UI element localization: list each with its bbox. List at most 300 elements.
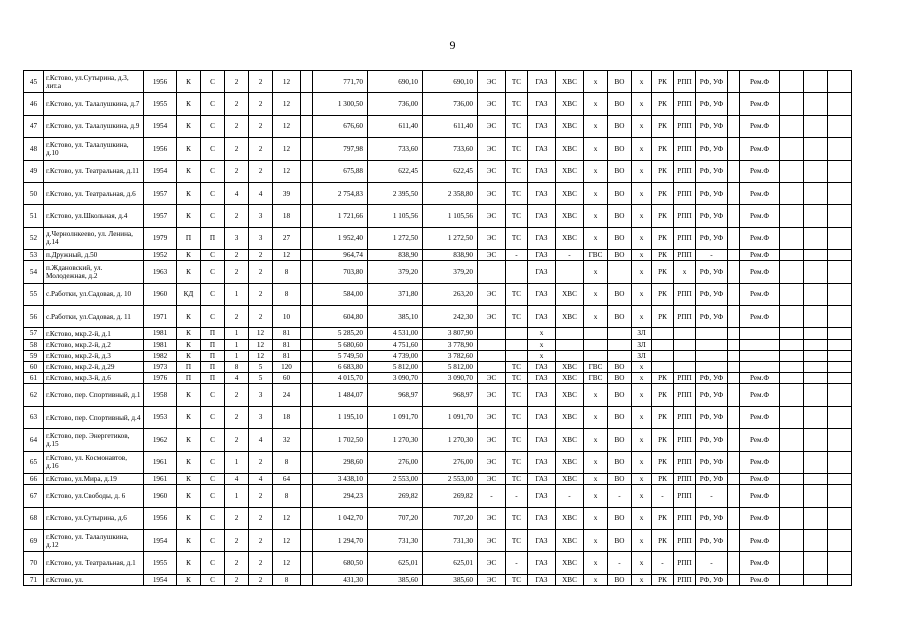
table-cell: 1 272,50 xyxy=(423,227,478,249)
table-cell xyxy=(652,350,674,361)
table-cell: К xyxy=(177,261,201,283)
table-cell xyxy=(804,328,828,339)
row-number-cell: 67 xyxy=(24,485,44,507)
table-cell xyxy=(301,552,313,574)
table-cell: 2 xyxy=(225,306,249,328)
table-cell: 1 952,40 xyxy=(313,227,368,249)
table-cell: Рем.Ф xyxy=(740,261,780,283)
table-cell xyxy=(804,205,828,227)
table-cell xyxy=(804,71,828,93)
table-cell: х xyxy=(528,328,556,339)
table-cell xyxy=(780,429,804,451)
table-cell: 1954 xyxy=(144,529,177,551)
table-row xyxy=(24,529,852,551)
table-cell xyxy=(696,350,728,361)
table-cell: РПП xyxy=(674,473,696,484)
table-cell: С xyxy=(201,182,225,204)
table-cell: РК xyxy=(652,138,674,160)
table-cell: 12 xyxy=(273,138,301,160)
table-row xyxy=(24,328,852,339)
table-cell: - xyxy=(652,485,674,507)
table-cell: К xyxy=(177,71,201,93)
row-number-cell: 62 xyxy=(24,384,44,406)
table-cell: - xyxy=(506,250,528,261)
address-cell: г.Кстово, мкр.2-й, д.29 xyxy=(44,362,144,373)
table-cell: х xyxy=(674,261,696,283)
table-cell xyxy=(301,306,313,328)
table-cell: РПП xyxy=(674,71,696,93)
table-cell xyxy=(804,339,828,350)
table-cell xyxy=(506,261,528,283)
table-cell: 2 xyxy=(249,451,273,473)
table-cell: 276,00 xyxy=(423,451,478,473)
table-cell: - xyxy=(556,250,584,261)
table-cell xyxy=(301,406,313,428)
table-cell: х xyxy=(632,182,652,204)
table-cell: 690,10 xyxy=(423,71,478,93)
table-cell: П xyxy=(201,339,225,350)
address-cell: г.Кстово, пер. Спортивный, д.4 xyxy=(44,406,144,428)
table-cell: РФ, УФ xyxy=(696,507,728,529)
table-cell: х xyxy=(584,71,608,93)
table-cell xyxy=(804,373,828,384)
table-cell xyxy=(584,328,608,339)
table-cell: ЭС xyxy=(478,160,506,182)
table-cell: К xyxy=(177,485,201,507)
table-cell: ТС xyxy=(506,362,528,373)
table-cell: 4 xyxy=(225,373,249,384)
table-cell: 2 xyxy=(249,552,273,574)
table-cell: 2 xyxy=(225,429,249,451)
table-cell: РК xyxy=(652,261,674,283)
table-cell: РК xyxy=(652,373,674,384)
table-cell: ТС xyxy=(506,373,528,384)
table-cell: РК xyxy=(652,115,674,137)
table-cell: 731,30 xyxy=(368,529,423,551)
table-cell: х xyxy=(584,182,608,204)
table-cell: ХВС xyxy=(556,227,584,249)
table-cell xyxy=(828,261,852,283)
table-cell: 733,60 xyxy=(368,138,423,160)
table-cell: С xyxy=(201,507,225,529)
table-cell xyxy=(478,261,506,283)
table-cell: х xyxy=(632,574,652,585)
table-row xyxy=(24,261,852,283)
table-cell: ХВС xyxy=(556,283,584,305)
table-cell: ВО xyxy=(608,138,632,160)
table-cell: 3 778,90 xyxy=(423,339,478,350)
table-cell: х xyxy=(632,429,652,451)
row-number-cell: 54 xyxy=(24,261,44,283)
table-cell: 680,50 xyxy=(313,552,368,574)
table-cell: РПП xyxy=(674,205,696,227)
table-cell: 3 438,10 xyxy=(313,473,368,484)
table-row xyxy=(24,350,852,361)
table-cell xyxy=(804,574,828,585)
table-cell xyxy=(828,574,852,585)
table-cell: 3 xyxy=(249,384,273,406)
table-cell: Рем.Ф xyxy=(740,406,780,428)
table-row xyxy=(24,574,852,585)
table-cell: 4 xyxy=(225,473,249,484)
table-cell: Рем.Ф xyxy=(740,507,780,529)
table-cell: ГАЗ xyxy=(528,182,556,204)
table-cell xyxy=(780,306,804,328)
table-cell: ВО xyxy=(608,574,632,585)
table-cell: 2 xyxy=(225,507,249,529)
row-number-cell: 50 xyxy=(24,182,44,204)
table-cell: 2 xyxy=(225,71,249,93)
table-cell xyxy=(608,339,632,350)
table-cell xyxy=(780,574,804,585)
table-cell: ЭС xyxy=(478,250,506,261)
table-cell: 3 xyxy=(249,227,273,249)
table-cell: х xyxy=(584,160,608,182)
table-cell: 736,00 xyxy=(423,93,478,115)
table-cell: 385,10 xyxy=(368,306,423,328)
table-cell: П xyxy=(177,373,201,384)
table-cell xyxy=(780,328,804,339)
table-cell xyxy=(506,328,528,339)
table-cell xyxy=(804,138,828,160)
table-cell: 379,20 xyxy=(368,261,423,283)
table-row xyxy=(24,339,852,350)
table-cell: Рем.Ф xyxy=(740,160,780,182)
table-cell: 1981 xyxy=(144,328,177,339)
address-cell: г.Кстово, ул. Талалушкина, д.9 xyxy=(44,115,144,137)
table-cell: 2 xyxy=(249,485,273,507)
table-cell: 838,90 xyxy=(368,250,423,261)
table-cell: ГАЗ xyxy=(528,507,556,529)
table-cell xyxy=(728,473,740,484)
table-cell: х xyxy=(584,283,608,305)
table-cell: х xyxy=(632,283,652,305)
table-cell: х xyxy=(584,429,608,451)
table-cell xyxy=(728,362,740,373)
table-cell: ТС xyxy=(506,160,528,182)
table-cell: - xyxy=(478,485,506,507)
table-cell: РФ, УФ xyxy=(696,406,728,428)
table-cell: ВО xyxy=(608,227,632,249)
table-cell: 385,60 xyxy=(368,574,423,585)
table-cell xyxy=(478,339,506,350)
table-cell: С xyxy=(201,384,225,406)
table-cell: РФ, УФ xyxy=(696,429,728,451)
table-cell: 1962 xyxy=(144,429,177,451)
table-cell: 8 xyxy=(273,485,301,507)
table-cell xyxy=(828,205,852,227)
table-cell: РПП xyxy=(674,373,696,384)
table-cell: ВО xyxy=(608,384,632,406)
table-cell: 18 xyxy=(273,406,301,428)
table-cell: 1952 xyxy=(144,250,177,261)
table-cell: РФ, УФ xyxy=(696,373,728,384)
table-cell: К xyxy=(177,339,201,350)
table-cell: ВО xyxy=(608,507,632,529)
table-cell xyxy=(301,373,313,384)
table-cell: 2 xyxy=(249,574,273,585)
table-cell: 2 xyxy=(249,93,273,115)
address-cell: г.Кстово, ул. Театральная, д.11 xyxy=(44,160,144,182)
table-cell xyxy=(780,205,804,227)
table-cell: 1982 xyxy=(144,350,177,361)
table-cell: ВО xyxy=(608,529,632,551)
table-cell: 294,23 xyxy=(313,485,368,507)
table-cell: Рем.Ф xyxy=(740,429,780,451)
table-cell: С xyxy=(201,529,225,551)
table-cell: ВО xyxy=(608,283,632,305)
table-cell xyxy=(674,339,696,350)
table-cell: ВО xyxy=(608,362,632,373)
table-cell: 1960 xyxy=(144,283,177,305)
table-cell: х xyxy=(528,350,556,361)
table-cell xyxy=(780,552,804,574)
table-cell xyxy=(804,250,828,261)
table-cell: ТС xyxy=(506,507,528,529)
table-cell xyxy=(828,93,852,115)
table-cell: ТС xyxy=(506,473,528,484)
table-cell: РФ, УФ xyxy=(696,384,728,406)
table-cell: РФ, УФ xyxy=(696,473,728,484)
table-cell: 5 749,50 xyxy=(313,350,368,361)
table-cell xyxy=(556,261,584,283)
table-cell: РФ, УФ xyxy=(696,93,728,115)
table-cell: х xyxy=(632,71,652,93)
table-cell: 1954 xyxy=(144,574,177,585)
table-cell: ГАЗ xyxy=(528,160,556,182)
table-cell: ВО xyxy=(608,71,632,93)
table-cell: РК xyxy=(652,283,674,305)
table-cell: 1 294,70 xyxy=(313,529,368,551)
table-cell: ГАЗ xyxy=(528,93,556,115)
table-cell: ХВС xyxy=(556,182,584,204)
table-cell: 81 xyxy=(273,328,301,339)
table-cell: ХВС xyxy=(556,306,584,328)
table-cell: х xyxy=(632,373,652,384)
table-cell: х xyxy=(632,306,652,328)
table-cell xyxy=(301,384,313,406)
table-cell: - xyxy=(506,485,528,507)
table-cell: 269,82 xyxy=(423,485,478,507)
table-cell: ТС xyxy=(506,115,528,137)
table-cell: РК xyxy=(652,227,674,249)
table-cell: 1954 xyxy=(144,160,177,182)
table-cell: ГАЗ xyxy=(528,574,556,585)
table-cell: 3 090,70 xyxy=(423,373,478,384)
table-cell xyxy=(728,507,740,529)
table-cell: ЭС xyxy=(478,529,506,551)
table-cell: 1 272,50 xyxy=(368,227,423,249)
table-cell: РПП xyxy=(674,250,696,261)
table-cell: 1953 xyxy=(144,406,177,428)
table-cell xyxy=(301,250,313,261)
table-cell: х xyxy=(632,406,652,428)
table-cell: 1 091,70 xyxy=(423,406,478,428)
table-cell: 2 358,80 xyxy=(423,182,478,204)
table-cell xyxy=(780,529,804,551)
table-cell: Рем.Ф xyxy=(740,93,780,115)
table-cell: 2 xyxy=(225,261,249,283)
table-cell xyxy=(780,339,804,350)
table-cell: 2 xyxy=(249,306,273,328)
address-cell: г.Кстово, мкр.2-й, д.2 xyxy=(44,339,144,350)
table-cell xyxy=(728,574,740,585)
table-cell: С xyxy=(201,406,225,428)
table-cell: 1 484,07 xyxy=(313,384,368,406)
table-cell xyxy=(828,429,852,451)
table-cell: 2 xyxy=(249,138,273,160)
table-cell: ХВС xyxy=(556,529,584,551)
table-cell: РФ, УФ xyxy=(696,306,728,328)
table-cell: 604,80 xyxy=(313,306,368,328)
table-cell: РК xyxy=(652,160,674,182)
table-cell xyxy=(804,115,828,137)
table-cell xyxy=(780,362,804,373)
table-cell xyxy=(780,93,804,115)
table-cell: 5 812,00 xyxy=(423,362,478,373)
table-cell: РК xyxy=(652,429,674,451)
table-cell: 1956 xyxy=(144,507,177,529)
table-cell: РПП xyxy=(674,227,696,249)
table-cell xyxy=(804,261,828,283)
table-cell: ВО xyxy=(608,160,632,182)
table-cell xyxy=(828,507,852,529)
table-cell: 4 751,60 xyxy=(368,339,423,350)
table-cell xyxy=(301,138,313,160)
table-cell: П xyxy=(201,373,225,384)
table-cell: 1 300,50 xyxy=(313,93,368,115)
table-cell: ГАЗ xyxy=(528,283,556,305)
table-row xyxy=(24,160,852,182)
table-cell: ГАЗ xyxy=(528,205,556,227)
table-cell xyxy=(740,328,780,339)
table-cell: - xyxy=(608,552,632,574)
table-cell xyxy=(828,485,852,507)
table-cell: 1956 xyxy=(144,138,177,160)
table-cell: ХВС xyxy=(556,71,584,93)
table-cell: 276,00 xyxy=(368,451,423,473)
table-cell: РФ, УФ xyxy=(696,182,728,204)
address-cell: г.Кстово, ул.Сутырина, д.6 xyxy=(44,507,144,529)
table-cell: К xyxy=(177,574,201,585)
table-cell xyxy=(804,306,828,328)
table-cell: ГВС xyxy=(584,250,608,261)
table-cell: 263,20 xyxy=(423,283,478,305)
address-cell: г.Кстово, ул.Мира, д.19 xyxy=(44,473,144,484)
table-cell xyxy=(828,283,852,305)
address-cell: г.Кстово, ул.Школьная, д.4 xyxy=(44,205,144,227)
table-cell: 81 xyxy=(273,339,301,350)
table-row xyxy=(24,429,852,451)
table-cell: Рем.Ф xyxy=(740,306,780,328)
table-cell: РПП xyxy=(674,451,696,473)
table-cell: х xyxy=(584,384,608,406)
table-cell: ХВС xyxy=(556,373,584,384)
table-cell xyxy=(301,261,313,283)
table-cell xyxy=(301,473,313,484)
table-cell: ВО xyxy=(608,406,632,428)
table-cell: х xyxy=(632,485,652,507)
address-cell: г.Кстово, пер. Энергетиков, д.15 xyxy=(44,429,144,451)
table-cell: К xyxy=(177,350,201,361)
table-cell: 5 812,00 xyxy=(368,362,423,373)
table-cell: 1 091,70 xyxy=(368,406,423,428)
table-cell: - xyxy=(608,485,632,507)
table-cell: ВО xyxy=(608,250,632,261)
table-cell: ХВС xyxy=(556,138,584,160)
table-cell xyxy=(556,339,584,350)
table-cell: ГАЗ xyxy=(528,71,556,93)
table-cell: 1973 xyxy=(144,362,177,373)
table-cell: К xyxy=(177,328,201,339)
row-number-cell: 58 xyxy=(24,339,44,350)
table-cell: х xyxy=(632,93,652,115)
table-cell xyxy=(828,71,852,93)
table-cell: ЭС xyxy=(478,138,506,160)
table-cell xyxy=(780,261,804,283)
row-number-cell: 55 xyxy=(24,283,44,305)
table-cell: ГАЗ xyxy=(528,384,556,406)
table-cell: ХВС xyxy=(556,384,584,406)
table-row xyxy=(24,362,852,373)
table-row xyxy=(24,250,852,261)
table-cell xyxy=(828,406,852,428)
table-cell xyxy=(804,93,828,115)
table-cell: 5 xyxy=(249,362,273,373)
table-cell: 5 285,20 xyxy=(313,328,368,339)
table-cell: ТС xyxy=(506,574,528,585)
table-cell: РФ, УФ xyxy=(696,138,728,160)
table-cell: П xyxy=(201,227,225,249)
table-cell: ЭС xyxy=(478,574,506,585)
table-cell: К xyxy=(177,160,201,182)
table-cell xyxy=(780,250,804,261)
table-cell: Рем.Ф xyxy=(740,384,780,406)
table-cell: С xyxy=(201,138,225,160)
table-cell: ТС xyxy=(506,429,528,451)
table-cell: С xyxy=(201,160,225,182)
table-cell: х xyxy=(584,261,608,283)
table-cell: П xyxy=(177,227,201,249)
address-cell: г.Кстово, ул. xyxy=(44,574,144,585)
table-cell xyxy=(828,552,852,574)
table-cell: С xyxy=(201,250,225,261)
table-cell: ВО xyxy=(608,451,632,473)
table-cell: РК xyxy=(652,182,674,204)
table-cell xyxy=(780,406,804,428)
table-cell: 81 xyxy=(273,350,301,361)
table-cell xyxy=(804,529,828,551)
table-cell: 1 270,30 xyxy=(368,429,423,451)
table-row xyxy=(24,71,852,93)
table-cell: х xyxy=(584,451,608,473)
table-cell xyxy=(828,182,852,204)
table-cell: К xyxy=(177,93,201,115)
table-cell: ГАЗ xyxy=(528,115,556,137)
table-cell: х xyxy=(584,473,608,484)
table-cell xyxy=(728,160,740,182)
table-cell: 120 xyxy=(273,362,301,373)
table-cell: Рем.Ф xyxy=(740,138,780,160)
table-cell: 1979 xyxy=(144,227,177,249)
table-cell xyxy=(728,138,740,160)
address-cell: г.Кстово, ул. Космонавтов, д.16 xyxy=(44,451,144,473)
table-cell: РФ, УФ xyxy=(696,529,728,551)
table-cell: РПП xyxy=(674,485,696,507)
table-cell xyxy=(556,350,584,361)
table-cell: 2 xyxy=(249,115,273,137)
table-cell: 1 xyxy=(225,451,249,473)
